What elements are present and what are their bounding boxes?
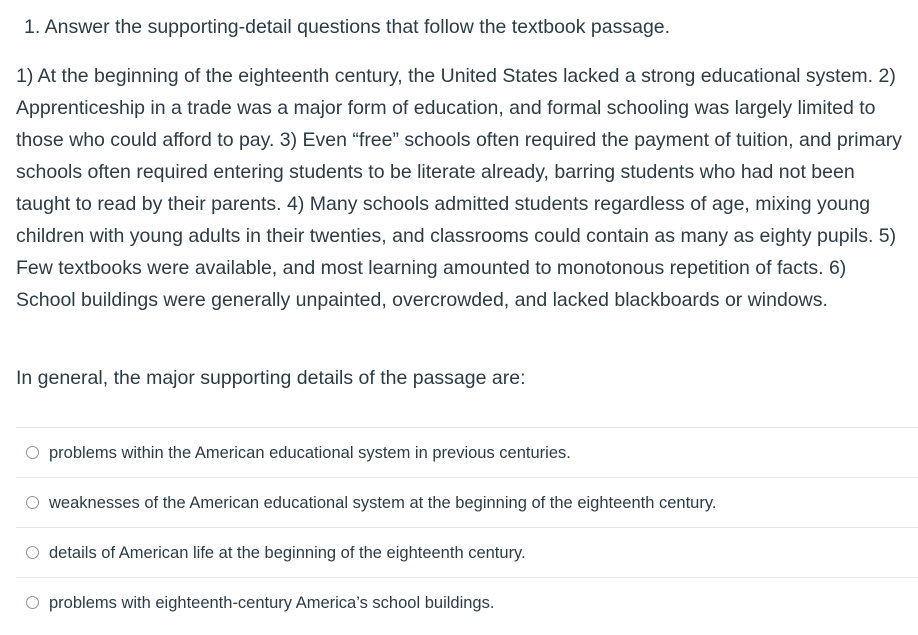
question-prompt: In general, the major supporting details of the passage are: xyxy=(16,367,526,389)
answer-label: problems within the American educational system in previous centuries. xyxy=(49,443,571,462)
answer-option-2[interactable] xyxy=(16,477,918,527)
radio-button-icon[interactable] xyxy=(26,446,39,459)
answer-option-4[interactable] xyxy=(16,577,918,627)
answer-label: problems with eighteenth-century America’s school buildings. xyxy=(49,593,495,612)
answer-label: details of American life at the beginning of the eighteenth century. xyxy=(49,543,526,562)
question-header: 1. Answer the supporting-detail questions that follow the textbook passage. xyxy=(24,16,671,38)
passage-text: 1) At the beginning of the eighteenth century, the United States lacked a strong educational system. 2) Apprenticeship in a trade was a major form of education, and formal schooling was largely limited to those who could afford to pay. 3) Even “free” schools often required the payment of tuition, and primary schools often required entering students to be literate already, barring students who had not been taught to read by their parents. 4) Many schools admitted students regardless of age, mixing young children with young adults in their twenties, and classrooms could contain as many as eighty pupils. 5) Few textbooks were available, and most learning amounted to monotonous repetition of facts. 6) School buildings were generally unpainted, overcrowded, and lacked blackboards or windows. xyxy=(16,65,902,311)
radio-button-icon[interactable] xyxy=(26,496,39,509)
answer-option-3[interactable] xyxy=(16,527,918,577)
answer-list xyxy=(16,427,918,627)
answer-option-1[interactable] xyxy=(16,427,918,477)
answer-label: weaknesses of the American educational system at the beginning of the eighteenth century. xyxy=(49,493,717,512)
radio-button-icon[interactable] xyxy=(26,596,39,609)
radio-button-icon[interactable] xyxy=(26,546,39,559)
